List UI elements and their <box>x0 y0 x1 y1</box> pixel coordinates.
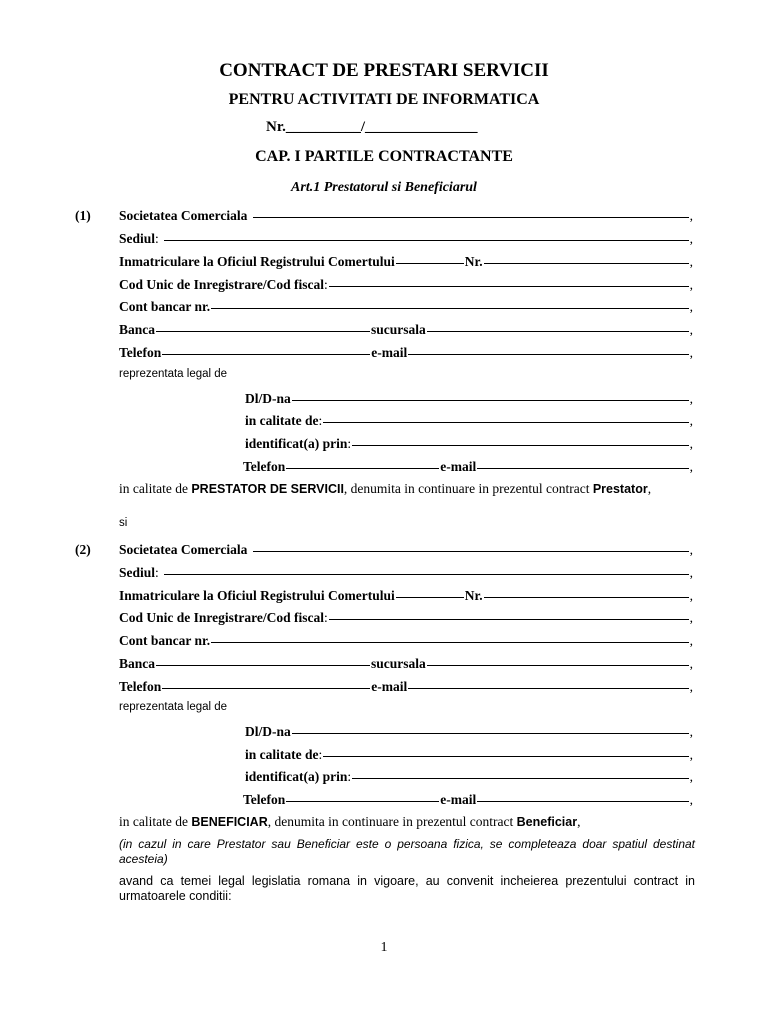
phone-label: Telefon <box>119 679 162 694</box>
email-label: e-mail <box>371 679 408 694</box>
party1-cui-row: Cod Unic de Inregistrare/Cod fiscal : , <box>119 277 693 292</box>
bank-label: Banca <box>119 656 156 671</box>
party2-account-row: Cont bancar nr. , <box>119 633 693 648</box>
email-label: e-mail <box>371 345 408 360</box>
cui-label: Cod Unic de Inregistrare/Cod fiscal <box>119 610 324 625</box>
party2-phone-row: Telefon e-mail , <box>119 679 693 694</box>
dl-field[interactable] <box>292 399 689 401</box>
branch-label: sucursala <box>371 322 426 337</box>
role-short: Beneficiar <box>516 815 578 829</box>
rep-phone-field[interactable] <box>286 800 439 802</box>
connector-text: si <box>119 517 128 529</box>
nr-label: Nr. <box>464 254 483 269</box>
account-label: Cont bancar nr. <box>119 633 211 648</box>
quality-field[interactable] <box>323 421 688 423</box>
role-end: , <box>647 481 652 496</box>
contract-subtitle: PENTRU ACTIVITATI DE INFORMATICA <box>228 91 540 108</box>
company-label: Societatea Comerciala <box>119 208 248 223</box>
seat-field[interactable] <box>164 239 689 241</box>
party1-id-row: identificat(a) prin : , <box>245 436 693 451</box>
nr-field[interactable] <box>484 262 689 264</box>
party2-dl-row: Dl/D-na , <box>245 724 693 739</box>
email-field[interactable] <box>408 687 688 689</box>
represented-label: reprezentata legal de <box>119 368 228 380</box>
id-label: identificat(a) prin <box>245 769 348 784</box>
role-name: PRESTATOR DE SERVICII <box>191 482 344 496</box>
bank-field[interactable] <box>156 664 370 666</box>
nr-label: Nr. <box>464 588 483 603</box>
registry-label: Inmatriculare la Oficiul Registrului Comertului <box>119 588 395 603</box>
contract-number: Nr.__________/_______________ <box>266 119 478 135</box>
role-short: Prestator <box>592 482 648 496</box>
party2-company-row: Societatea Comerciala , <box>119 542 693 557</box>
role-mid: , denumita in continuare in prezentul contract <box>267 814 514 829</box>
company-field[interactable] <box>253 550 688 552</box>
quality-label: in calitate de <box>245 413 319 428</box>
natural-person-note: (in cazul in care Prestator sau Beneficiar este o persoana fizica, se completeaza doar spatiul destinat acesteia) <box>119 837 695 866</box>
email-field[interactable] <box>408 353 688 355</box>
registry-field[interactable] <box>396 596 464 598</box>
role-prefix: in calitate de <box>119 481 188 496</box>
role-end: , <box>577 814 581 829</box>
contract-title: CONTRACT DE PRESTARI SERVICII <box>219 60 549 81</box>
id-field[interactable] <box>352 444 688 446</box>
rep-phone-label: Telefon <box>243 459 286 474</box>
party1-role-text <box>119 481 695 497</box>
party1-bank-row: Banca sucursala , <box>119 322 693 337</box>
id-field[interactable] <box>352 777 688 779</box>
account-field[interactable] <box>211 641 688 643</box>
cui-label: Cod Unic de Inregistrare/Cod fiscal <box>119 277 324 292</box>
rep-phone-field[interactable] <box>286 467 439 469</box>
party2-seat-row: Sediul : , <box>119 565 693 580</box>
party2-role-text <box>119 814 695 830</box>
party1-seat-row: Sediul : , <box>119 231 693 246</box>
phone-label: Telefon <box>119 345 162 360</box>
seat-field[interactable] <box>164 573 689 575</box>
rep-email-field[interactable] <box>477 467 688 469</box>
party2-id-row: identificat(a) prin : , <box>245 769 693 784</box>
party2-rep-phone-row: Telefon e-mail , <box>243 792 693 807</box>
dl-label: Dl/D-na <box>245 724 291 739</box>
closing-paragraph: avand ca temei legal legislatia romana in vigoare, au convenit incheierea prezentului contract in urmatoarele conditii: <box>119 874 695 903</box>
party1-account-row: Cont bancar nr. , <box>119 299 693 314</box>
phone-field[interactable] <box>162 687 370 689</box>
id-label: identificat(a) prin <box>245 436 348 451</box>
company-field[interactable] <box>253 216 688 218</box>
bank-label: Banca <box>119 322 156 337</box>
account-field[interactable] <box>211 307 688 309</box>
role-name: BENEFICIAR <box>191 815 268 829</box>
party1-dl-row: Dl/D-na , <box>245 391 693 406</box>
party2-rep-row <box>119 701 693 713</box>
page-number: 1 <box>380 940 388 955</box>
branch-label: sucursala <box>371 656 426 671</box>
party1-rep-phone-row: Telefon e-mail , <box>243 459 693 474</box>
article-heading: Art.1 Prestatorul si Beneficiarul <box>291 180 477 195</box>
branch-field[interactable] <box>427 664 689 666</box>
bank-field[interactable] <box>156 330 370 332</box>
cui-field[interactable] <box>329 285 689 287</box>
party1-company-row: Societatea Comerciala , <box>119 208 693 223</box>
rep-email-label: e-mail <box>440 459 477 474</box>
party1-number: (1) <box>75 208 91 223</box>
rep-email-label: e-mail <box>440 792 477 807</box>
party1-registry-row: Inmatriculare la Oficiul Registrului Comertului Nr. , <box>119 254 693 269</box>
company-label: Societatea Comerciala <box>119 542 248 557</box>
role-mid: , denumita in continuare in prezentul contract <box>343 481 590 496</box>
party2-number: (2) <box>75 542 91 557</box>
party2-cui-row: Cod Unic de Inregistrare/Cod fiscal : , <box>119 610 693 625</box>
dl-label: Dl/D-na <box>245 391 291 406</box>
chapter-heading: CAP. I PARTILE CONTRACTANTE <box>255 148 513 165</box>
rep-phone-label: Telefon <box>243 792 286 807</box>
role-prefix: in calitate de <box>119 814 188 829</box>
nr-field[interactable] <box>484 596 689 598</box>
branch-field[interactable] <box>427 330 689 332</box>
registry-field[interactable] <box>396 262 464 264</box>
party1-phone-row: Telefon e-mail , <box>119 345 693 360</box>
represented-label: reprezentata legal de <box>119 701 228 713</box>
party2-quality-row: in calitate de : , <box>245 747 693 762</box>
seat-label: Sediul <box>119 565 156 580</box>
party1-rep-row <box>119 368 693 380</box>
quality-label: in calitate de <box>245 747 319 762</box>
party2-bank-row: Banca sucursala , <box>119 656 693 671</box>
cui-field[interactable] <box>329 618 689 620</box>
registry-label: Inmatriculare la Oficiul Registrului Comertului <box>119 254 395 269</box>
phone-field[interactable] <box>162 353 370 355</box>
quality-field[interactable] <box>323 755 688 757</box>
account-label: Cont bancar nr. <box>119 299 211 314</box>
rep-email-field[interactable] <box>477 800 688 802</box>
party1-quality-row: in calitate de : , <box>245 413 693 428</box>
dl-field[interactable] <box>292 732 689 734</box>
seat-label: Sediul <box>119 231 156 246</box>
party2-registry-row: Inmatriculare la Oficiul Registrului Comertului Nr. , <box>119 588 693 603</box>
